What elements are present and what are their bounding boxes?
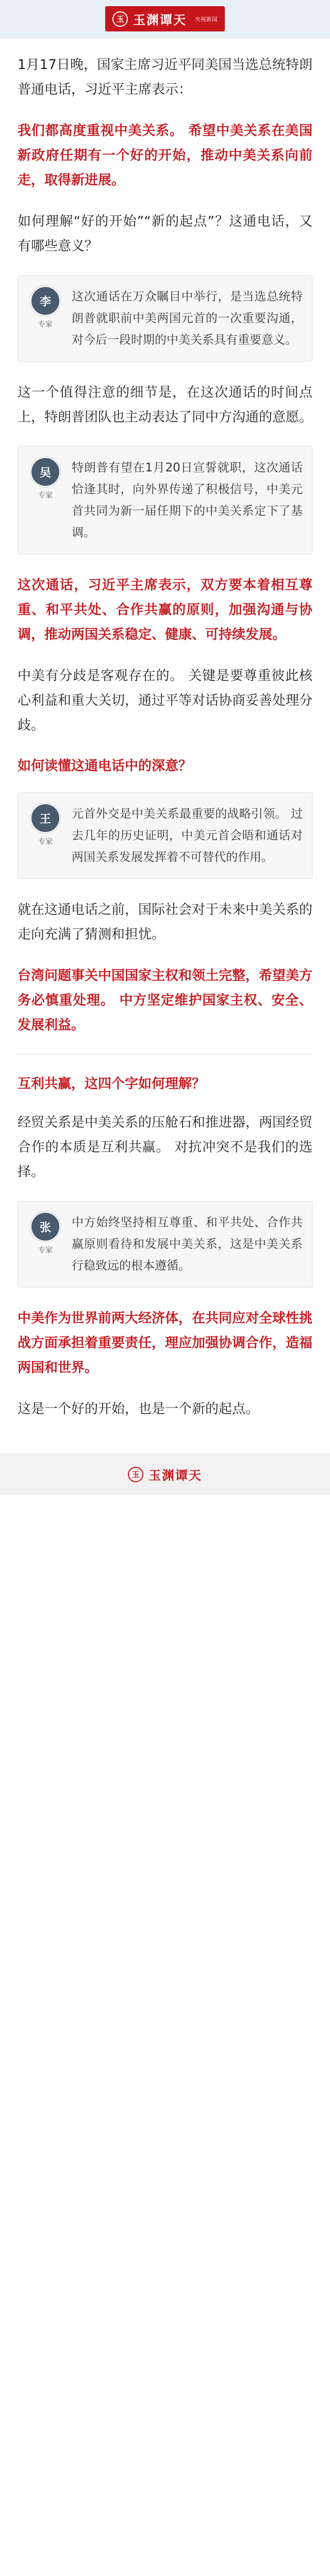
- avatar: 王: [30, 803, 60, 833]
- highlight-paragraph: 这次通话，习近平主席表示，双方要本着相互尊重、和平共处、合作共赢的原则，加强沟通与协调，推动两国关系稳定、健康、可持续发展。: [18, 578, 312, 642]
- bottom-banner: [0, 1453, 330, 1495]
- brand-name: 玉渊谭天: [148, 1468, 202, 1483]
- intro-paragraph: 1月17日晚，国家主席习近平同美国当选总统特朗普通电话，习近平主席表示：: [18, 57, 312, 97]
- section-paragraph: 经贸关系是中美关系的压舱石和推进器，两国经贸合作的本质是互利共赢。 对抗冲突不是我们的选择。: [18, 1115, 313, 1180]
- brand-subtitle: 央视新闻: [195, 15, 218, 23]
- quote-speaker: [27, 803, 63, 868]
- closing-paragraph: 这是一个好的开始，也是一个新的起点。: [18, 1401, 259, 1417]
- quote-speaker: [27, 1212, 63, 1277]
- expert-quote: [18, 1201, 312, 1287]
- article-body: [0, 38, 330, 1453]
- expert-quote: [18, 792, 312, 879]
- brand-logo[interactable]: [105, 6, 225, 31]
- avatar: 张: [30, 1212, 60, 1242]
- section-paragraph: 就在这通电话之前，国际社会对于未来中美关系的走向充满了猜测和担忧。: [18, 902, 313, 942]
- speaker-label: 专家: [38, 492, 53, 500]
- quote-text: 元首外交是中美关系最重要的战略引领。 过去几年的历史证明，中美元首会晤和通话对两国关系发展发挥着不可替代的作用。: [72, 807, 303, 864]
- quote-speaker: [27, 286, 63, 351]
- quote-speaker: [27, 457, 63, 544]
- speaker-label: 专家: [38, 320, 53, 329]
- section-paragraph: 这一个值得注意的细节是，在这次通话的时间点上，特朗普团队也主动表达了同中方沟通的意愿。: [18, 385, 313, 425]
- section-heading: 互利共赢，这四个字如何理解？: [18, 1076, 206, 1092]
- section-paragraph: 中美有分歧是客观存在的。 关键是要尊重彼此核心利益和重大关切，通过平等对话协商妥善处理分歧。: [18, 668, 313, 733]
- section-heading: 如何读懂这通电话中的深意？: [18, 758, 192, 774]
- quote-text: 中方始终坚持相互尊重、和平共处、合作共赢原则看待和发展中美关系，这是中美关系行稳致远的根本遵循。: [72, 1216, 303, 1273]
- top-banner: [0, 0, 330, 38]
- quote-text: 这次通话在万众瞩目中举行，是当选总统特朗普就职前中美两国元首的一次重要沟通，对今后一段时期的中美关系具有重要意义。: [72, 290, 303, 347]
- expert-quote: [18, 275, 312, 362]
- key-quote-paragraph: 我们都高度重视中美关系。 希望中美关系在美国新政府任期有一个好的开始，推动中美关系向前走，取得新进展。: [18, 123, 312, 188]
- expert-quote: [18, 446, 312, 554]
- avatar: 吴: [30, 457, 60, 487]
- speaker-label: 专家: [38, 838, 53, 846]
- highlight-paragraph: 中美作为世界前两大经济体，在共同应对全球性挑战方面承担着重要责任，理应加强协调合作，造福两国和世界。: [18, 1311, 313, 1376]
- quote-text: 特朗普有望在1月20日宣誓就职，这次通话恰逢其时，向外界传递了积极信号，中美元首共同为新一届任期下的中美关系定下了基调。: [72, 461, 303, 539]
- brand-mark-icon: 玉: [112, 11, 128, 27]
- divider: [18, 1054, 312, 1055]
- brand-logo[interactable]: [128, 1465, 202, 1483]
- brand-mark-icon: 玉: [128, 1467, 143, 1482]
- brand-name: 玉渊谭天: [133, 12, 187, 27]
- question-paragraph: 如何理解“好的开始”“新的起点”？这通电话，又有哪些意义？: [18, 214, 312, 254]
- avatar: 李: [30, 286, 60, 316]
- highlight-paragraph: 台湾问题事关中国国家主权和领土完整，希望美方务必慎重处理。 中方坚定维护国家主权、安全、发展利益。: [18, 968, 313, 1033]
- speaker-label: 专家: [38, 1246, 53, 1255]
